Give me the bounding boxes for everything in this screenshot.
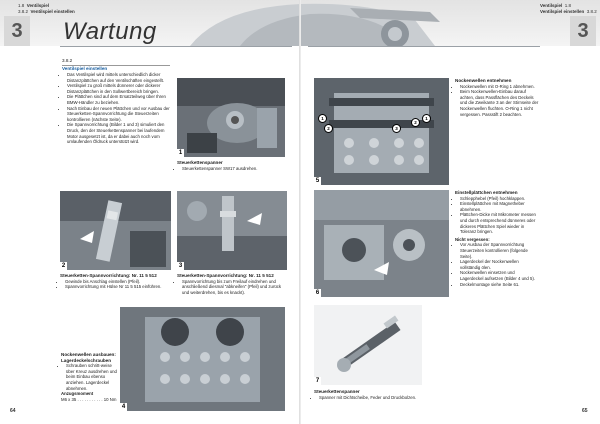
page-gutter (299, 0, 301, 424)
engine-photo-3 (177, 191, 287, 270)
intro-text-block (62, 58, 170, 145)
caption-photo-3: Steuerketten-Spannvorrichtung: Nr. 11 5 512 • Spannvorrichtung bis zum Freilauf eindrehen und anschließend diesmal "abkneifen" (Pfeil) und zurück und weiterdrehen, bis es knackt). (177, 273, 289, 295)
intro-bullet: • Das Ventilspiel wird mittels unterschiedlich dicker Distanzplättchen auf den Ventilschäften eingestellt. (67, 72, 170, 83)
intro-bullet: • Ventilspiel zu groß mittels dünnerer oder dickerer Distanzplättchen in den Sollwertbereich bringen. (67, 83, 170, 94)
caption-photo-2: Steuerketten-Spannvorrichtung: Nr. 11 5 512 • Gewinde bis Anschlag einstellen (Pfeil). • Spannvorrichtung mit Hülse Nr 11 5 515 einführen. (60, 273, 172, 290)
photo-number: 7 (315, 378, 320, 384)
intro-section-id: 3.8.2 (62, 58, 73, 63)
header-ref-left: 1.8 Ventilspiel 3.8.2 Ventilspiel einstellen (18, 3, 75, 14)
photo-number: 2 (61, 263, 66, 269)
caption-photo-6: Einstellplättchen entnehmen • Schlepphebel (Pfeil) hochklappen. • Einstellplättchen mit Magnetheber abnehmen. • Plättchen-Dicke mit Mikrometer messen und durch entsprechend dünneres oder dickeres Plättchen Spiel wieder in Toleranz bringen. Nicht vergessen: • Vor Ausbau der Spannvorrichtung Steuerzeiten kontrollieren (folgende Seite). • Lagerdeckel der Nockenwellen vollständig ölen. • Nockenwellen einsetzen und Lagerdeckel aufsetzen (Bilder 4 und 5). • Deckelmontage siehe Seite 61. (455, 190, 539, 287)
photo-number: 3 (178, 263, 183, 269)
header-ref-right: Ventilspiel 1.8 Ventilspiel einstellen 3.8.2 (540, 3, 597, 14)
caption-photo-5: Nockenwellen entnehmen • Nockenwellen mit O-Ring 1 abnehmen. • Beim Nockenwellen-Einbau darauf achten, dass Passflächen des Deckels und die Zweikante 3 an der Stirnseite der Nockenwellen fluchten. O-Ring 1 nicht vergessen. Passstift 2 beachten. (455, 78, 539, 117)
engine-photo-7 (314, 305, 422, 385)
intro-bullets (62, 72, 170, 145)
callout-marker: 1 (422, 114, 431, 123)
intro-bullet: • Nach Einbau der neuen Plättchen und vor Ausbau der Steuerketten-Spannvorrichtung die Steuerzeiten kontrollieren (nächste Seite). (67, 106, 170, 123)
callout-marker: 3 (392, 124, 401, 133)
callout-marker: 2 (411, 118, 420, 127)
photo-number: 4 (121, 404, 126, 410)
engine-photo-6 (314, 190, 449, 297)
intro-heading: Ventilspiel einstellen (62, 66, 108, 72)
page-number-right: 65 (582, 408, 588, 414)
engine-photo-5 (314, 78, 449, 185)
photo-number: 6 (315, 290, 320, 296)
section-number-right: 3 (570, 16, 596, 46)
intro-bullet: • Die Plättchen sind auf dem Ersatzteilweg über Ihren BMW-Händler zu beziehen. (67, 94, 170, 105)
page-number-left: 64 (10, 408, 16, 414)
photo-number: 5 (315, 178, 320, 184)
header-divider-left (60, 46, 292, 47)
callout-marker: 1 (318, 114, 327, 123)
callout-marker: 2 (324, 124, 333, 133)
caption-photo-7: Steuerkettenspanner • Spanner mit Dichtscheibe, Feder und Druckbolzen. (314, 389, 434, 400)
photo-number: 1 (178, 150, 183, 156)
engine-photo-1 (177, 78, 285, 157)
section-number-left: 3 (4, 16, 30, 46)
intro-bullet: • Die Spannvorrichtung (Bilder 1 und 3) simuliert den Druck, den der Steuerkettenspanner bei laufendem Motor ausgesetzt ist, da er dabei auch noch vom umlaufenden Öldruck unterstützt wird. (67, 122, 170, 144)
page-title: Wartung (63, 18, 157, 45)
engine-photo-4 (120, 307, 285, 411)
engine-photo-2 (60, 191, 171, 270)
header-divider-right (308, 46, 540, 47)
caption-photo-1: Steuerkettenspanner • Steuerkettenspanner SW17 ausdrehen. (177, 160, 287, 171)
caption-photo-4: Nockenwellen ausbauen: Lagerdeckelschrauben • Schrauben schritt-weise über Kreuz ausdrehen und beim Einbau ebenso anziehen. Lagerdeckel abnehmen. Anzugsmoment M6 x 35 . . . . . . . . . . . 10 Nm (61, 352, 117, 402)
